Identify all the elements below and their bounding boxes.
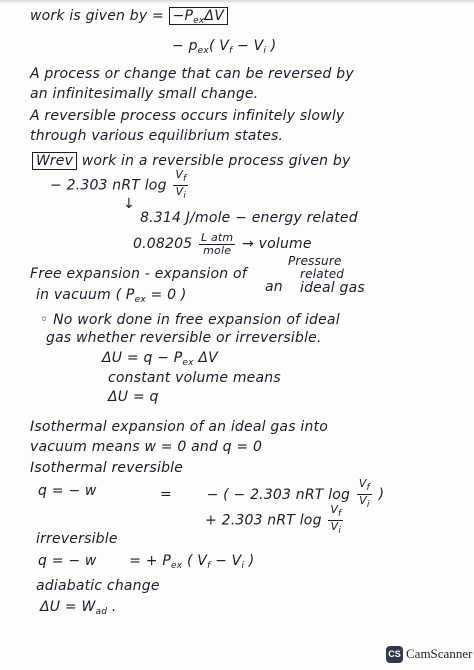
page-edge [0,0,474,4]
right-arrow-icon: → [242,236,254,252]
latm-per-mole: $\frac{\text{L atm}}{\text{mole}}$ [200,230,234,257]
camscanner-watermark [386,645,472,663]
wrev-box: Wrev [32,152,77,170]
isothermal-expansion-line-1: Isothermal expansion of an ideal gas into [30,419,328,435]
free-expansion-line: Free expansion - expansion of [30,266,247,282]
work-formula-box: $-P_{ex}\Delta V$ [169,7,228,25]
reversible-process-line-2: through various equilibrium states. [30,128,284,144]
related-label: related [300,267,345,281]
volume-ratio: $\frac{V_f}{V_i}$ [175,168,187,201]
isothermal-reversible-heading: Isothermal reversible [30,460,184,476]
gas-constant-volume-line: 0.08205 $\frac{\text{L atm}}{\text{mole}}$ → volume [133,230,312,257]
work-text: work is given by = [30,8,164,24]
vacuum-line: in vacuum ( $P_{ex} = 0$ ) [36,287,187,305]
irreversible-q-line: q = − w = + $P_{ex}$ ( $V_f - V_i$ ) [38,553,255,571]
du-equals-q-line: ΔU = q [108,389,159,405]
work-definition-line [30,8,228,29]
no-work-line-2: gas whether reversible or irreversible. [46,330,322,346]
reversible-process-line-1: A reversible process occurs infinitely slowly [30,108,345,124]
wrev-formula: − 2.303 nRT log $\frac{V_f}{V_i}$ [50,168,187,201]
isothermal-reversible-result: + 2.303 nRT log $\frac{V_f}{V_i}$ [205,503,342,536]
isothermal-reversible-rhs: = − ( − 2.303 nRT log $\frac{V_f}{V_i}$ ) [160,477,385,510]
ideal-gas-word: ideal gas [300,280,365,296]
an-word: an [265,279,283,295]
camscanner-brand: CamScanner [406,646,473,661]
no-work-line-1: ◦ No work done in free expansion of ideal [40,312,340,328]
adiabatic-equation: $\Delta U = W_{ad}$ . [40,599,117,617]
wrev-line: Wrev work in a reversible process given by [32,153,350,169]
pressure-label: Pressure [288,254,342,268]
reversible-definition-line-1: A process or change that can be reversed by [30,66,354,82]
camscanner-logo-icon: CS [386,646,403,663]
isothermal-expansion-line-2: vacuum means w = 0 and q = 0 [30,439,263,455]
constant-volume-line: constant volume means [108,370,281,386]
q-equals-minus-w-line: q = − w [38,483,97,499]
down-arrow-icon: ↓ [123,196,135,212]
volume-ratio-2: $\frac{V_f}{V_i}$ [358,477,370,510]
volume-ratio-3: $\frac{V_f}{V_i}$ [330,503,342,536]
irreversible-heading: irreversible [36,531,118,547]
first-law-line: $\Delta U = q - P_{ex}$ ΔV [102,350,218,368]
reversible-definition-line-2: an infinitesimally small change. [30,86,259,102]
gas-constant-energy-line: 8.314 J/mole − energy related [140,210,358,226]
adiabatic-heading: adiabatic change [36,578,160,594]
work-expanded-line: − $p_{ex}$( $V_f - V_i$ ) [172,38,277,56]
